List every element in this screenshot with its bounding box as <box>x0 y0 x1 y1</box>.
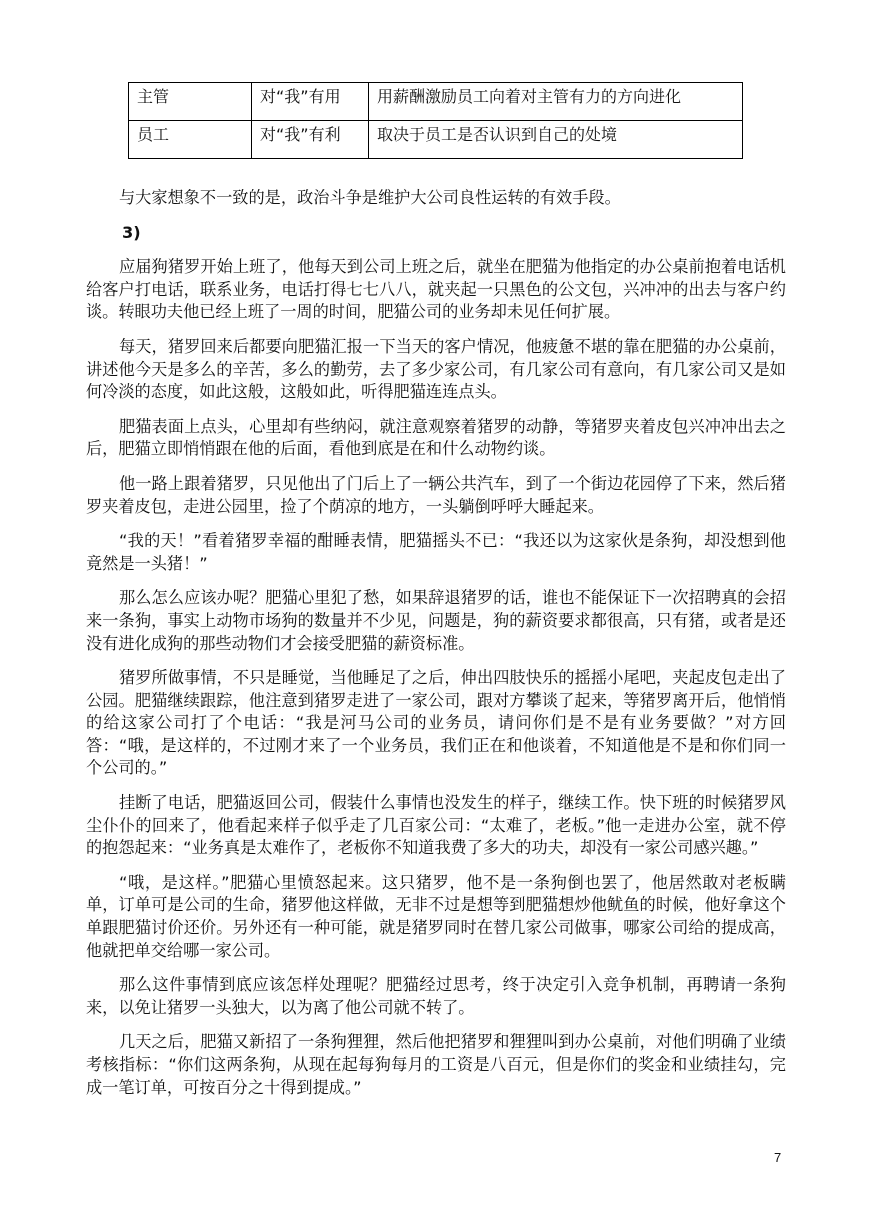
paragraph: 那么怎么应该办呢？肥猫心里犯了愁，如果辞退猪罗的话，谁也不能保证下一次招聘真的会招来一条狗，事实上动物市场狗的数量并不少见，问题是，狗的薪资要求都很高，只有猪，或者是还没有进化成狗的那些动物们才会接受肥猫的薪资标准。 <box>86 588 786 653</box>
table-cell: 主管 <box>129 83 252 121</box>
role-table <box>128 82 743 159</box>
paragraph: 肥猫表面上点头，心里却有些纳闷，就注意观察着猪罗的动静，等猪罗夹着皮包兴冲冲出去之后，肥猫立即悄悄跟在他的后面，看他到底是在和什么动物约谈。 <box>86 416 786 459</box>
table-cell: 员工 <box>129 121 252 159</box>
paragraph: 猪罗所做事情，不只是睡觉，当他睡足了之后，伸出四肢快乐的摇摇小尾吧，夹起皮包走出了公园。肥猫继续跟踪，他注意到猪罗走进了一家公司，跟对方攀谈了起来，等猪罗离开后，他悄悄的给这家公司打了个电话：“我是河马公司的业务员，请问你们是不是有业务要做？”对方回答：“哦，是这样的，不过刚才来了一个业务员，我们正在和他谈着，不知道他是不是和你们同一个公司的。” <box>86 668 786 778</box>
paragraph: 几天之后，肥猫又新招了一条狗狸狸，然后他把猪罗和狸狸叫到办公桌前，对他们明确了业绩考核指标：“你们这两条狗，从现在起每狗每月的工资是八百元，但是你们的奖金和业绩挂勾，完成一笔订单，可按百分之十得到提成。” <box>86 1032 786 1097</box>
paragraph: “我的天！”看着猪罗幸福的酣睡表情，肥猫摇头不已：“我还以为这家伙是条狗，却没想到他竟然是一头猪！” <box>86 531 786 573</box>
paragraph: “哦，是这样。”肥猫心里愤怒起来。这只猪罗，他不是一条狗倒也罢了，他居然敢对老板瞒单，订单可是公司的生命，猪罗他这样做，无非不过是想等到肥猫想炒他鱿鱼的时候，他好拿这个单跟肥猫讨价还价。另外还有一种可能，就是猪罗同时在替几家公司做事，哪家公司给的提成高，他就把单交给哪一家公司。 <box>86 872 786 960</box>
page-number: 7 <box>774 1150 782 1165</box>
table-cell: 对“我”有利 <box>252 121 369 159</box>
table-cell: 取决于员工是否认识到自己的处境 <box>369 121 743 159</box>
paragraph: 他一路上跟着猪罗，只见他出了门后上了一辆公共汽车，到了一个街边花园停了下来，然后猪罗夹着皮包，走进公园里，捡了个荫凉的地方，一头躺倒呼呼大睡起来。 <box>86 473 786 516</box>
table-cell: 对“我”有用 <box>252 83 369 121</box>
paragraph: 应届狗猪罗开始上班了，他每天到公司上班之后，就坐在肥猫为他指定的办公桌前抱着电话机给客户打电话，联系业务，电话打得七七八八，就夹起一只黑色的公文包，兴冲冲的出去与客户约谈。转眼功夫他已经上班了一周的时间，肥猫公司的业务却未见任何扩展。 <box>86 257 786 322</box>
table-row <box>129 121 743 159</box>
table-row <box>129 83 743 121</box>
section-number: 3) <box>122 222 141 242</box>
table-cell: 用薪酬激励员工向着对主管有力的方向进化 <box>369 83 743 121</box>
paragraph: 挂断了电话，肥猫返回公司，假装什么事情也没发生的样子，继续工作。快下班的时候猪罗风尘仆仆的回来了，他看起来样子似乎走了几百家公司：“太难了，老板。”他一走进办公室，就不停的抱怨起来：“业务真是太难作了，老板你不知道我费了多大的功夫，却没有一家公司感兴趣。” <box>86 793 786 858</box>
paragraph: 那么这件事情到底应该怎样处理呢？肥猫经过思考，终于决定引入竞争机制，再聘请一条狗来，以免让猪罗一头独大，以为离了他公司就不转了。 <box>86 975 786 1017</box>
paragraph: 与大家想象不一致的是，政治斗争是维护大公司良性运转的有效手段。 <box>119 188 621 207</box>
body-text <box>86 187 786 1111</box>
paragraph: 每天，猪罗回来后都要向肥猫汇报一下当天的客户情况，他疲惫不堪的靠在肥猫的办公桌前，讲述他今天是多么的辛苦，多么的勤劳，去了多少家公司，有几家公司有意向，有几家公司又是如何冷淡的态度，如此这般，这般如此，听得肥猫连连点头。 <box>86 336 786 402</box>
